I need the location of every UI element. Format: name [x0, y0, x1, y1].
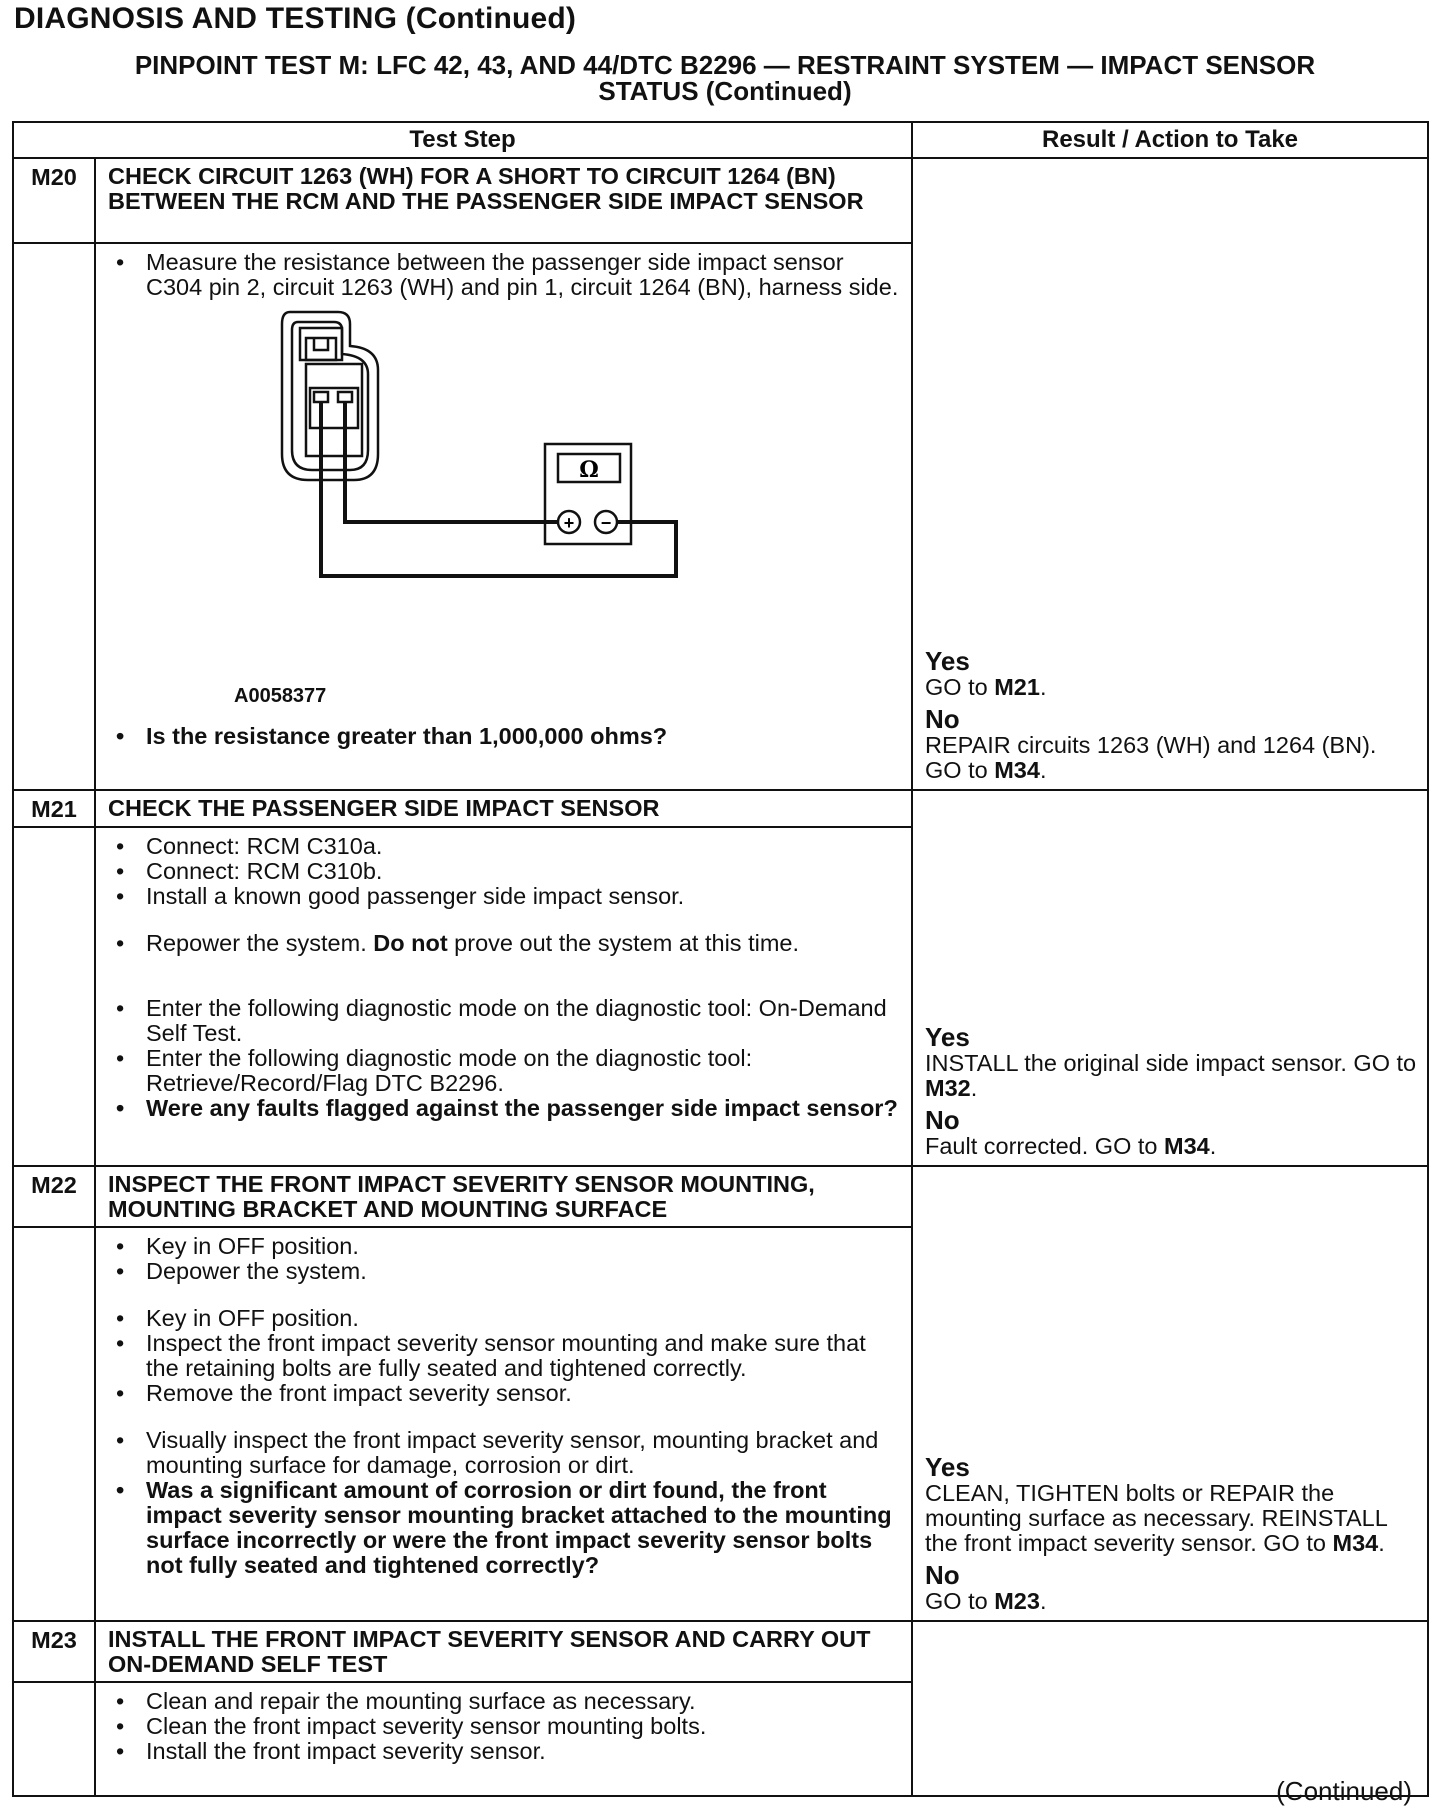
no-action	[925, 1589, 1417, 1614]
step-m21-title-row	[13, 790, 1428, 827]
step-title: CHECK CIRCUIT 1263 (WH) FOR A SHORT TO CIRCUIT 1264 (BN) BETWEEN THE RCM AND THE PASSENGER SIDE IMPACT SENSOR	[95, 158, 912, 243]
instruction-text-end: prove out the system at this time.	[447, 930, 799, 956]
minus-symbol: −	[600, 513, 612, 533]
no-label: No	[925, 704, 960, 734]
connector-latch-slot	[314, 338, 328, 350]
result-block	[925, 1454, 1417, 1614]
no-action	[925, 733, 1417, 783]
yes-action-end: .	[970, 1075, 978, 1101]
plus-symbol: +	[563, 513, 575, 533]
instruction-item: • Clean the front impact severity sensor mounting bolts.	[108, 1714, 899, 1739]
no-action-text: GO to	[925, 1588, 995, 1614]
result-block	[925, 648, 1417, 783]
step-number-spacer	[13, 1227, 95, 1621]
pinpoint-test-subtitle	[40, 52, 1410, 104]
yes-label: Yes	[925, 1452, 970, 1482]
continued-label: (Continued)	[1276, 1776, 1412, 1806]
ohm-symbol: Ω	[579, 457, 599, 483]
yes-step-ref: M32	[925, 1075, 971, 1101]
no-step-ref: M34	[994, 757, 1040, 783]
no-action-end: .	[1039, 1588, 1047, 1614]
yes-action	[925, 1051, 1417, 1101]
test-lead-negative	[321, 402, 676, 576]
pinpoint-test-table	[12, 121, 1429, 1797]
no-action-text: REPAIR circuits 1263 (WH) and 1264 (BN). GO to	[925, 732, 1377, 783]
yes-label: Yes	[925, 646, 970, 676]
subtitle-line-1: PINPOINT TEST M: LFC 42, 43, AND 44/DTC B2296 — RESTRAINT SYSTEM — IMPACT SENSOR	[134, 50, 1316, 80]
instruction-item: • Key in OFF position.	[108, 1234, 899, 1259]
connector-terminal-cavity	[306, 364, 362, 456]
subtitle-line-2: STATUS (Continued)	[598, 76, 852, 106]
step-m23-result	[912, 1621, 1428, 1796]
instruction-item: • Enter the following diagnostic mode on the diagnostic tool: Retrieve/Record/Flag DTC B2296.	[108, 1046, 899, 1096]
step-m22-instructions	[95, 1227, 912, 1621]
instruction-item: • Connect: RCM C310b.	[108, 859, 899, 884]
no-label: No	[925, 1560, 960, 1590]
test-question: • Was a significant amount of corrosion or dirt found, the front impact severity sensor mounting bracket attached to the mounting surface incorrectly or were the front impact severity sensor bolts not fully seated and tightened correctly?	[108, 1478, 899, 1578]
instruction-text: Repower the system.	[146, 930, 374, 956]
no-step-ref: M34	[1164, 1133, 1210, 1159]
table-header-row	[13, 122, 1428, 158]
connector-ohmmeter-diagram	[208, 304, 688, 644]
instruction-item: • Depower the system.	[108, 1259, 899, 1284]
step-title: CHECK THE PASSENGER SIDE IMPACT SENSOR	[95, 790, 912, 827]
no-action-end: .	[1209, 1133, 1217, 1159]
instruction-item: • Inspect the front impact severity sensor mounting and make sure that the retaining bolts are fully seated and tightened correctly.	[108, 1331, 899, 1381]
instruction-item: • Install a known good passenger side impact sensor.	[108, 884, 899, 909]
step-number: M23	[13, 1621, 95, 1682]
instruction-item	[108, 931, 899, 956]
yes-action-text: GO to	[925, 674, 995, 700]
instruction-emphasis: Do not	[373, 930, 448, 956]
yes-action-end: .	[1378, 1530, 1385, 1556]
instruction-item: • Install the front impact severity sensor.	[108, 1739, 899, 1764]
no-label: No	[925, 1105, 960, 1135]
step-number: M20	[13, 158, 95, 243]
instruction-item: • Measure the resistance between the passenger side impact sensor C304 pin 2, circuit 1263 (WH) and pin 1, circuit 1264 (BN), harness side.	[108, 250, 899, 300]
spacer	[108, 956, 899, 996]
step-number: M22	[13, 1166, 95, 1227]
instruction-item: • Key in OFF position.	[108, 1306, 899, 1331]
step-m23-instructions	[95, 1682, 912, 1796]
column-header-result: Result / Action to Take	[912, 122, 1428, 158]
step-title: INSPECT THE FRONT IMPACT SEVERITY SENSOR MOUNTING, MOUNTING BRACKET AND MOUNTING SURFACE	[95, 1166, 912, 1227]
terminal-pin-1	[338, 392, 352, 402]
step-m20-title-row	[13, 158, 1428, 243]
instruction-item: • Clean and repair the mounting surface as necessary.	[108, 1689, 899, 1714]
no-action-text: Fault corrected. GO to	[925, 1133, 1165, 1159]
resistance-test-figure	[108, 304, 899, 724]
step-m20-instructions	[95, 243, 912, 790]
step-m20-result	[912, 158, 1428, 790]
yes-action	[925, 675, 1417, 700]
instruction-item: • Enter the following diagnostic mode on the diagnostic tool: On-Demand Self Test.	[108, 996, 899, 1046]
step-m21-result	[912, 790, 1428, 1166]
step-m21-instructions	[95, 827, 912, 1166]
yes-action-text: INSTALL the original side impact sensor. GO to	[925, 1050, 1417, 1076]
yes-action-end: .	[1039, 674, 1047, 700]
yes-action	[925, 1481, 1417, 1556]
spacer	[108, 1406, 899, 1428]
result-block	[925, 1024, 1417, 1159]
spacer	[108, 909, 899, 931]
yes-step-ref: M21	[994, 674, 1040, 700]
figure-code: A0058377	[234, 685, 327, 707]
step-m22-title-row	[13, 1166, 1428, 1227]
section-title: DIAGNOSIS AND TESTING (Continued)	[14, 2, 577, 35]
instruction-item: • Visually inspect the front impact severity sensor, mounting bracket and mounting surface for damage, corrosion or dirt.	[108, 1428, 899, 1478]
test-question: • Were any faults flagged against the passenger side impact sensor?	[108, 1096, 899, 1121]
yes-label: Yes	[925, 1022, 970, 1052]
yes-action-text: CLEAN, TIGHTEN bolts or REPAIR the mounting surface as necessary. REINSTALL the front impact severity sensor. GO to	[925, 1480, 1387, 1556]
instruction-item: • Connect: RCM C310a.	[108, 834, 899, 859]
yes-step-ref: M34	[1332, 1530, 1379, 1556]
no-action-end: .	[1039, 757, 1047, 783]
step-title: INSTALL THE FRONT IMPACT SEVERITY SENSOR AND CARRY OUT ON-DEMAND SELF TEST	[95, 1621, 912, 1682]
test-question: • Is the resistance greater than 1,000,000 ohms?	[108, 724, 899, 749]
step-number: M21	[13, 790, 95, 827]
no-step-ref: M23	[994, 1588, 1040, 1614]
step-number-spacer	[13, 243, 95, 790]
spacer	[108, 1284, 899, 1306]
no-action	[925, 1134, 1417, 1159]
step-number-spacer	[13, 1682, 95, 1796]
connector-inner-shell	[292, 322, 368, 470]
terminal-pin-2	[314, 392, 328, 402]
step-number-spacer	[13, 827, 95, 1166]
step-m23-title-row	[13, 1621, 1428, 1682]
column-header-test-step: Test Step	[13, 122, 912, 158]
instruction-item: • Remove the front impact severity sensor.	[108, 1381, 899, 1406]
step-m22-result	[912, 1166, 1428, 1621]
